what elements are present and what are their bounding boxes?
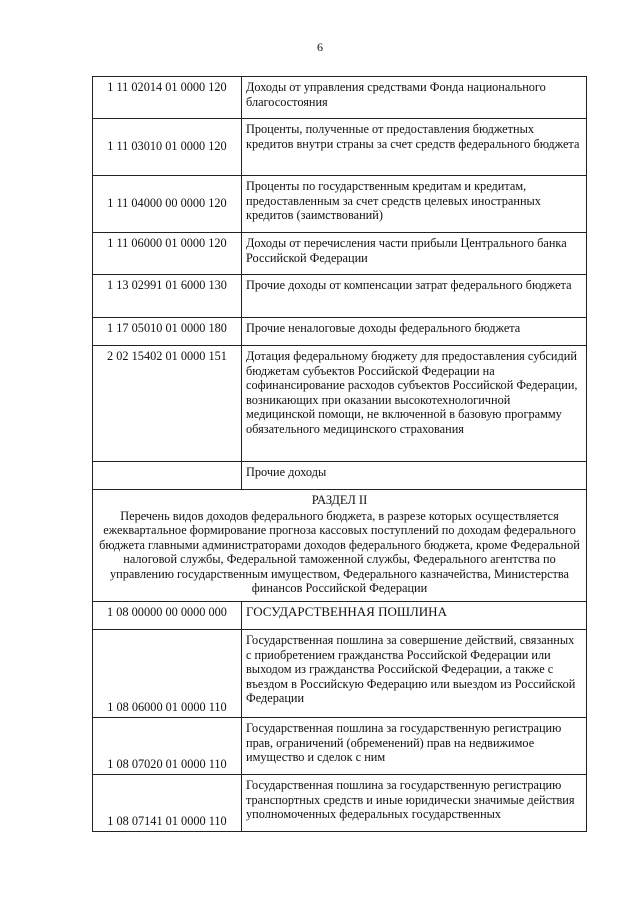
section-header: [93, 490, 587, 602]
revenue-description: Доходы от управления средствами Фонда национального благосостояния: [242, 77, 587, 119]
table-row: [93, 630, 587, 718]
section-title: РАЗДЕЛ II: [311, 493, 368, 507]
revenue-description: Прочие неналоговые доходы федерального бюджета: [242, 318, 587, 346]
table-row: [93, 119, 587, 176]
revenue-description: Дотация федеральному бюджету для предоставления субсидий бюджетам субъектов Российской Федерации на софинансирование расходов субъектов Российской Федерации, возникающих при оказании высокотехнологичной медицинской помощи, не включенной в базовую программу обязательного медицинского страхования: [242, 346, 587, 462]
revenue-code: 1 13 02991 01 6000 130: [93, 275, 242, 318]
table-row: [93, 718, 587, 775]
revenue-code: 2 02 15402 01 0000 151: [93, 346, 242, 462]
revenue-code: [93, 462, 242, 490]
section-header-row: [93, 490, 587, 602]
revenue-description: Прочие доходы от компенсации затрат федерального бюджета: [242, 275, 587, 318]
revenue-code: 1 11 04000 00 0000 120: [93, 176, 242, 233]
revenue-description: ГОСУДАРСТВЕННАЯ ПОШЛИНА: [242, 602, 587, 630]
page-number: 6: [317, 40, 323, 54]
revenue-description: Государственная пошлина за государственную регистрацию прав, ограничений (обременений) прав на недвижимое имущество и сделок с ним: [242, 718, 587, 775]
revenue-code: 1 11 03010 01 0000 120: [93, 119, 242, 176]
table-row: [93, 346, 587, 462]
revenue-code: 1 11 06000 01 0000 120: [93, 233, 242, 275]
revenue-description: Государственная пошлина за совершение действий, связанных с приобретением гражданства Российской Федерации или выходом из гражданства Российской Федерации, а также с въездом в Российскую Федерацию или выездом из Российской Федерации: [242, 630, 587, 718]
table-row: [93, 275, 587, 318]
table-row: [93, 233, 587, 275]
table-row: [93, 462, 587, 490]
revenue-description: Государственная пошлина за государственную регистрацию транспортных средств и иные юридически значимые действия уполномоченных федеральных государственных: [242, 775, 587, 832]
table-row: [93, 77, 587, 119]
table-row: [93, 775, 587, 832]
revenue-code: 1 08 07020 01 0000 110: [93, 718, 242, 775]
revenue-codes-table: [92, 76, 587, 832]
table-row: [93, 176, 587, 233]
table-row: [93, 318, 587, 346]
revenue-description: Доходы от перечисления части прибыли Центрального банка Российской Федерации: [242, 233, 587, 275]
revenue-description: Проценты по государственным кредитам и кредитам, предоставленным за счет средств целевых иностранных кредитов (заимствований): [242, 176, 587, 233]
section-description: Перечень видов доходов федерального бюджета, в разрезе которых осуществляется ежеквартальное формирование прогноза кассовых поступлений по доходам федерального бюджета главными администраторами доходов федерального бюджета, кроме Федеральной налоговой службы, Федеральной таможенной службы, Федерального агентства по управлению государственным имуществом, Федерального казначейства, Министерства финансов Российской Федерации: [99, 508, 580, 595]
table-row: [93, 602, 587, 630]
revenue-code: 1 08 00000 00 0000 000: [93, 602, 242, 630]
revenue-code: 1 17 05010 01 0000 180: [93, 318, 242, 346]
revenue-code: 1 08 07141 01 0000 110: [93, 775, 242, 832]
revenue-description: Проценты, полученные от предоставления бюджетных кредитов внутри страны за счет средств федерального бюджета: [242, 119, 587, 176]
revenue-code: 1 11 02014 01 0000 120: [93, 77, 242, 119]
revenue-description: Прочие доходы: [242, 462, 587, 490]
revenue-code: 1 08 06000 01 0000 110: [93, 630, 242, 718]
